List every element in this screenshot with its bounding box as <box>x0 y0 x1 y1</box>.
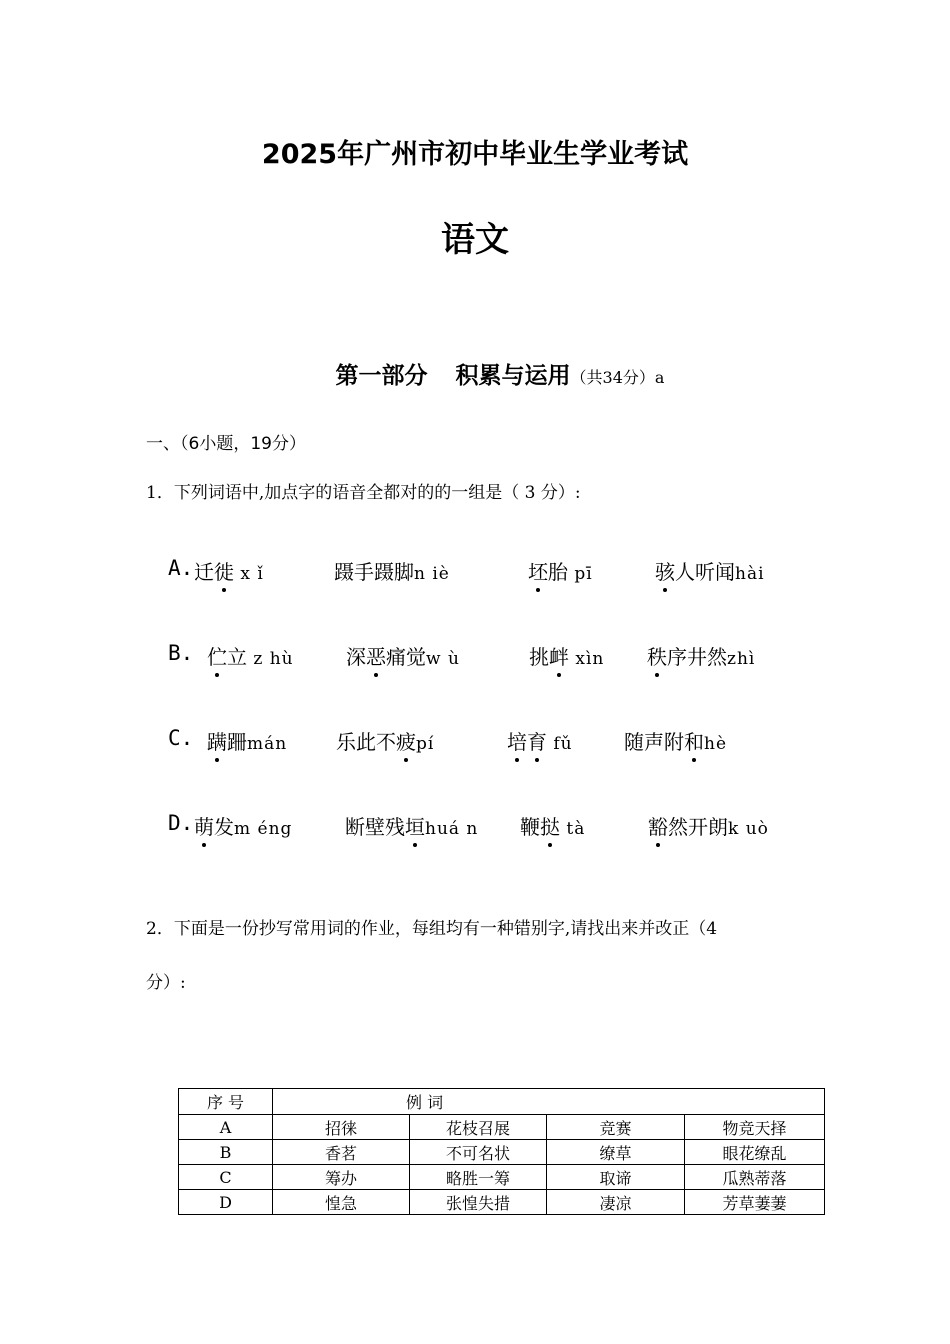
word-cell: 不可名状 <box>410 1140 547 1165</box>
row-number: A <box>179 1115 273 1140</box>
option-b-item-3: 挑衅 xìn <box>529 641 604 670</box>
option-b-item-1: 伫立 z hù <box>207 641 294 670</box>
word-cell: 花枝召展 <box>410 1115 547 1140</box>
option-c-item-1: 蹒跚mán <box>207 726 287 755</box>
option-c-item-4: 随声附和hè <box>624 726 727 755</box>
table-row <box>179 1165 825 1190</box>
question-2-stem-line2: 分）: <box>146 973 186 993</box>
option-b-item-4: 秩序井然zhì <box>647 641 755 670</box>
word-cell: 物竞天择 <box>685 1115 825 1140</box>
word-cell: 略胜一筹 <box>410 1165 547 1190</box>
exam-title: 2025年广州市初中毕业生学业考试 <box>261 139 689 170</box>
word-cell: 香茗 <box>273 1140 410 1165</box>
row-number: B <box>179 1140 273 1165</box>
subject-title: 语文 <box>441 220 509 260</box>
option-d-item-1: 萌发m éng <box>194 811 292 840</box>
word-cell: 筹办 <box>273 1165 410 1190</box>
word-cell: 招徕 <box>273 1115 410 1140</box>
word-cell: 眼花缭乱 <box>685 1140 825 1165</box>
option-d-item-4: 豁然开朗k uò <box>648 811 769 840</box>
table-header-row <box>179 1089 825 1115</box>
option-c-item-2: 乐此不疲pí <box>336 726 434 755</box>
part-heading <box>0 357 950 390</box>
word-cell: 惶急 <box>273 1190 410 1215</box>
option-a-item-1: 迁徙 x ǐ <box>194 556 264 585</box>
word-table <box>178 1088 825 1215</box>
part-name: 第一部分 <box>335 363 428 389</box>
row-number: C <box>179 1165 273 1190</box>
part-topic: 积累与运用 <box>455 363 571 389</box>
word-cell: 竞赛 <box>547 1115 685 1140</box>
option-d-item-3: 鞭挞 tà <box>520 811 585 840</box>
table-row <box>179 1190 825 1215</box>
row-number: D <box>179 1190 273 1215</box>
question-1-stem: 1．下列词语中,加点字的语音全都对的的一组是（ 3 分）: <box>146 483 581 503</box>
word-cell: 缭草 <box>547 1140 685 1165</box>
option-a-item-2: 蹑手蹑脚n iè <box>334 560 450 584</box>
option-a-item-4: 骇人听闻hài <box>655 556 765 585</box>
option-c-item-3: 培育 fǔ <box>507 726 573 755</box>
word-cell: 凄凉 <box>547 1190 685 1215</box>
table-row <box>179 1115 825 1140</box>
word-cell: 瓜熟蒂落 <box>685 1165 825 1190</box>
option-c-letter: C. <box>168 726 194 750</box>
table-row <box>179 1140 825 1165</box>
option-a-item-3: 坯胎 pī <box>528 556 593 585</box>
word-cell: 取谛 <box>547 1165 685 1190</box>
option-b-item-2: 深恶痛觉w ù <box>346 641 460 670</box>
word-cell: 张惶失措 <box>410 1190 547 1215</box>
word-cell: 芳草萋萋 <box>685 1190 825 1215</box>
option-a-letter: A. <box>168 556 194 580</box>
option-d-item-2: 断壁残垣huá n <box>345 811 478 840</box>
part-score: （共34分）a <box>570 368 665 387</box>
option-b-letter: B. <box>168 641 194 665</box>
question-2-stem-line1: 2．下面是一份抄写常用词的作业，每组均有一种错别字,请找出来并改正（4 <box>146 919 718 939</box>
header-words: 例 词 <box>273 1089 825 1115</box>
option-d-letter: D. <box>168 811 194 835</box>
header-number: 序 号 <box>179 1089 273 1115</box>
section-heading: 一、（6小题，19分） <box>146 434 306 454</box>
